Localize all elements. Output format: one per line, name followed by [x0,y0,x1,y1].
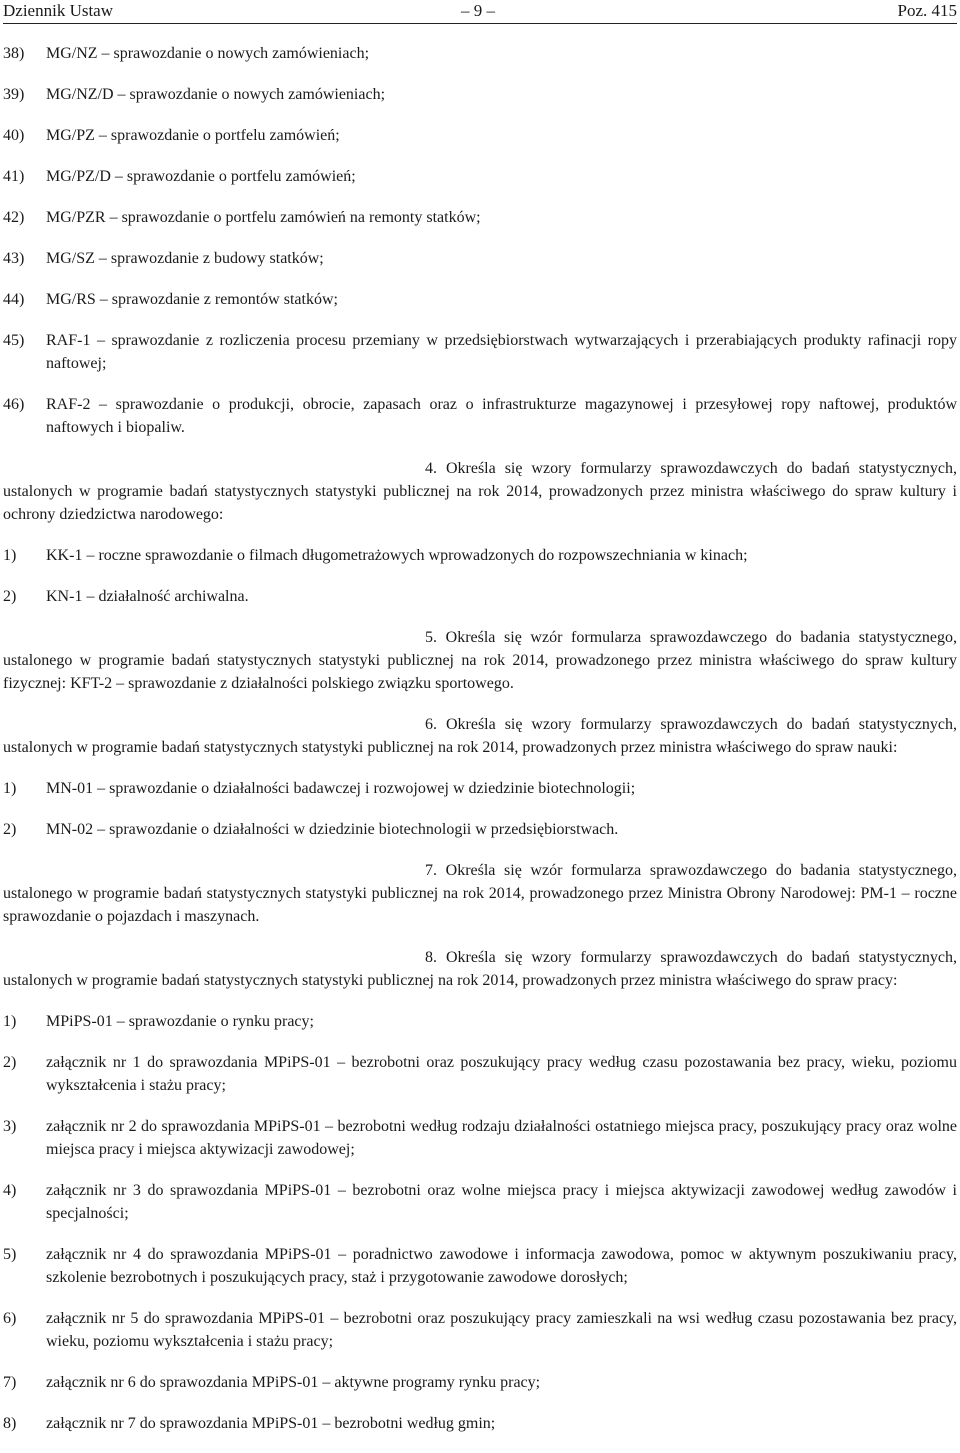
document-body [3,42,957,1453]
header-rule [3,23,957,24]
list-item-text: załącznik nr 7 do sprawozdania MPiPS-01 – bezrobotni według gmin; [46,1415,496,1432]
list-item [3,818,957,841]
list-item [3,393,957,439]
paragraph-5: 5. Określa się wzór formularza sprawozdawczego do badania statystycznego, ustalonego w programie badań statystycznych statystyki publicznej na rok 2014, prowadzonego przez ministra właściwego do spraw kultury fizycznej: KFT-2 – sprawozdanie z działalności polskiego związku sportowego. [3,629,957,692]
list-item-number: 1) [3,780,17,797]
list-item [3,288,957,311]
list-c [3,777,957,841]
list-item [3,1371,957,1394]
list-d [3,1010,957,1435]
list-item [3,124,957,147]
list-item-text: załącznik nr 4 do sprawozdania MPiPS-01 – poradnictwo zawodowe i informacja zawodowa, pomoc w aktywnym poszukiwaniu pracy, szkolenie bezrobotnych i poszukujących pracy, staż i przygotowanie zawodowe dorosłych; [46,1246,957,1286]
paragraph-6: 6. Określa się wzory formularzy sprawozdawczych do badań statystycznych, ustalonych w programie badań statystycznych statystyki publicznej na rok 2014, prowadzonych przez ministra właściwego do spraw nauki: [3,716,957,756]
list-item [3,206,957,229]
list-item-text: MG/PZ/D – sprawozdanie o portfelu zamówień; [46,168,356,185]
list-item [3,42,957,65]
list-item [3,165,957,188]
list-item-number: 2) [3,588,17,605]
list-item [3,1412,957,1435]
list-item-text: KK-1 – roczne sprawozdanie o filmach długometrażowych wprowadzonych do rozpowszechniania w kinach; [46,547,748,564]
list-item-text: MG/SZ – sprawozdanie z budowy statków; [46,250,324,267]
list-item-text: MG/NZ – sprawozdanie o nowych zamówieniach; [46,45,370,62]
list-item-number: 4) [3,1182,17,1199]
list-item-text: RAF-2 – sprawozdanie o produkcji, obrocie, zapasach oraz o infrastrukturze magazynowej i przesyłowej ropy naftowej, produktów naftowych i biopaliw. [46,396,957,436]
list-item-number: 45) [3,332,25,349]
list-item-text: załącznik nr 6 do sprawozdania MPiPS-01 – aktywne programy rynku pracy; [46,1374,541,1391]
list-item [3,247,957,270]
list-item-text: RAF-1 – sprawozdanie z rozliczenia procesu przemiany w przedsiębiorstwach wytwarzających i przerabiających produkty rafinacji ropy naftowej; [46,332,957,372]
list-item-text: MG/RS – sprawozdanie z remontów statków; [46,291,338,308]
list-item-number: 46) [3,396,25,413]
journal-title: Dziennik Ustaw [3,1,114,20]
list-item-text: MG/PZR – sprawozdanie o portfelu zamówień na remonty statków; [46,209,481,226]
list-item [3,1243,957,1289]
list-item-text: MG/PZ – sprawozdanie o portfelu zamówień; [46,127,340,144]
list-item-text: załącznik nr 2 do sprawozdania MPiPS-01 – bezrobotni według rodzaju działalności ostatniego miejsca pracy, poszukujący pracy oraz wolne miejsca pracy i miejsca aktywizacji zawodowej; [46,1118,957,1158]
page-number: – 9 – [461,1,495,20]
list-item-number: 40) [3,127,25,144]
list-a [3,42,957,439]
list-item-number: 44) [3,291,25,308]
list-item-number: 2) [3,1054,17,1071]
list-item [3,1307,957,1353]
list-item-text: załącznik nr 1 do sprawozdania MPiPS-01 – bezrobotni oraz poszukujący pracy według czasu pozostawania bez pracy, wieku, poziomu wykształcenia i stażu pracy; [46,1054,957,1094]
list-item-number: 2) [3,821,17,838]
page-header [3,0,957,24]
list-item-number: 38) [3,45,25,62]
list-item-number: 1) [3,1013,17,1030]
list-item [3,1051,957,1097]
list-item-text: MG/NZ/D – sprawozdanie o nowych zamówieniach; [46,86,386,103]
list-item-text: KN-1 – działalność archiwalna. [46,588,249,605]
position-number: Poz. 415 [897,1,957,20]
paragraph-7: 7. Określa się wzór formularza sprawozdawczego do badania statystycznego, ustalonego w programie badań statystycznych statystyki publicznej na rok 2014, prowadzonego przez Ministra Obrony Narodowej: PM-1 – roczne sprawozdanie o pojazdach i maszynach. [3,862,957,925]
list-item-number: 41) [3,168,25,185]
list-item-text: MN-01 – sprawozdanie o działalności badawczej i rozwojowej w dziedzinie biotechnologii; [46,780,636,797]
list-item-text: MN-02 – sprawozdanie o działalności w dziedzinie biotechnologii w przedsiębiorstwach. [46,821,619,838]
list-item-number: 7) [3,1374,17,1391]
list-item [3,83,957,106]
list-item-number: 8) [3,1415,17,1432]
list-item-text: załącznik nr 3 do sprawozdania MPiPS-01 – bezrobotni oraz wolne miejsca pracy i miejsca aktywizacji zawodowej według zawodów i specjalności; [46,1182,957,1222]
list-item-number: 39) [3,86,25,103]
list-item-text: MPiPS-01 – sprawozdanie o rynku pracy; [46,1013,314,1030]
paragraph-8: 8. Określa się wzory formularzy sprawozdawczych do badań statystycznych, ustalonych w programie badań statystycznych statystyki publicznej na rok 2014, prowadzonych przez ministra właściwego do spraw pracy: [3,949,957,989]
list-item [3,777,957,800]
list-item [3,585,957,608]
list-item-number: 3) [3,1118,17,1135]
list-item-number: 6) [3,1310,17,1327]
list-item [3,544,957,567]
list-item [3,1115,957,1161]
list-item [3,1179,957,1225]
paragraph-4: 4. Określa się wzory formularzy sprawozdawczych do badań statystycznych, ustalonych w programie badań statystycznych statystyki publicznej na rok 2014, prowadzonych przez ministra właściwego do spraw kultury i ochrony dziedzictwa narodowego: [3,460,957,523]
list-item-number: 42) [3,209,25,226]
list-item [3,1010,957,1033]
list-item-number: 43) [3,250,25,267]
list-item [3,329,957,375]
list-item-number: 1) [3,547,17,564]
list-item-number: 5) [3,1246,17,1263]
list-item-text: załącznik nr 5 do sprawozdania MPiPS-01 – bezrobotni oraz poszukujący pracy zamieszkali na wsi według czasu pozostawania bez pracy, wieku, poziomu wykształcenia i stażu pracy; [46,1310,957,1350]
list-b [3,544,957,608]
